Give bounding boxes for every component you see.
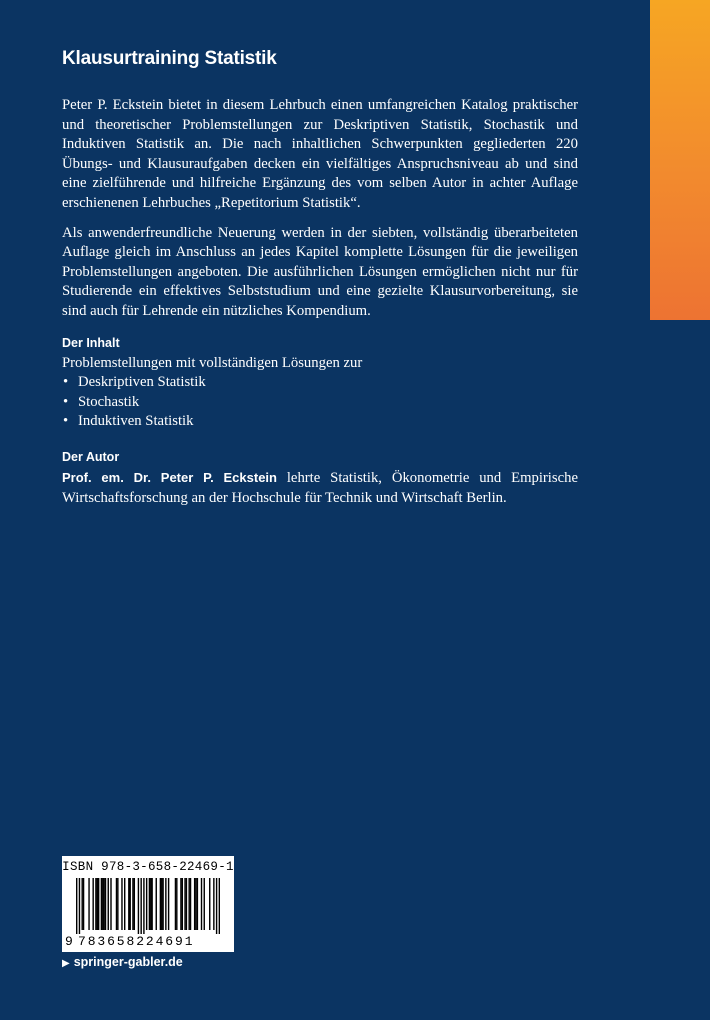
isbn-label: ISBN 978-3-658-22469-1 (62, 860, 234, 874)
barcode-first-digit: 9 (65, 934, 75, 949)
author-name: Prof. em. Dr. Peter P. Eckstein (62, 469, 277, 485)
website-label: springer-gabler.de (73, 955, 183, 969)
contents-heading: Der Inhalt (62, 335, 120, 350)
description-paragraph-2: Als anwenderfreundliche Neuerung werden in der siebten, vollständig überarbeiteten Auflage gleich im Anschluss an jedes Kapitel komplette Lösungen für die jeweiligen Problemstellungen angeboten. Die ausführlichen Lösungen ermöglichen nicht nur für Studierende ein effektives Selbststudium und eine gezielte Klausurvorbereitung, sie sind auch für Lehrende ein nützliches Kompendium. (62, 224, 578, 319)
isbn-barcode (62, 856, 234, 952)
list-item: • Induktiven Statistik (62, 412, 578, 432)
contents-list (62, 373, 578, 432)
list-item: • Stochastik (62, 393, 578, 413)
back-cover-text (62, 48, 578, 518)
book-title: Klausurtraining Statistik (62, 48, 277, 69)
author-paragraph (62, 468, 578, 508)
barcode-icon (76, 878, 220, 934)
author-description: lehrte Statistik, Ökonometrie und Empirische Wirtschaftsforschung an der Hochschule für Technik und Wirtschaft Berlin. (62, 469, 578, 506)
contents-intro: Problemstellungen mit vollständigen Lösungen zur (62, 354, 363, 371)
orange-accent-bar (650, 0, 710, 320)
arrow-right-icon: ▶ (62, 958, 70, 969)
list-item: • Deskriptiven Statistik (62, 373, 578, 393)
description-paragraph-1: Peter P. Eckstein bietet in diesem Lehrbuch einen umfangreichen Katalog praktischer und theoretischer Problemstellungen zur Deskriptiven Statistik, Stochastik und Induktiven Statistik an. Die nach inhaltlichen Schwerpunkten gegliederten 220 Übungs- und Klausuraufgaben decken ein vielfältiges Anspruchsniveau ab und sind eine zielführende und hilfreiche Ergänzung des vom selben Autor in achter Auflage erschienenen Lehrbuches „Repetitorium Statistik“. (62, 97, 578, 211)
publisher-website[interactable] (62, 955, 183, 969)
author-heading: Der Autor (62, 449, 120, 464)
barcode-remaining-digits: 783658224691 (78, 934, 195, 949)
